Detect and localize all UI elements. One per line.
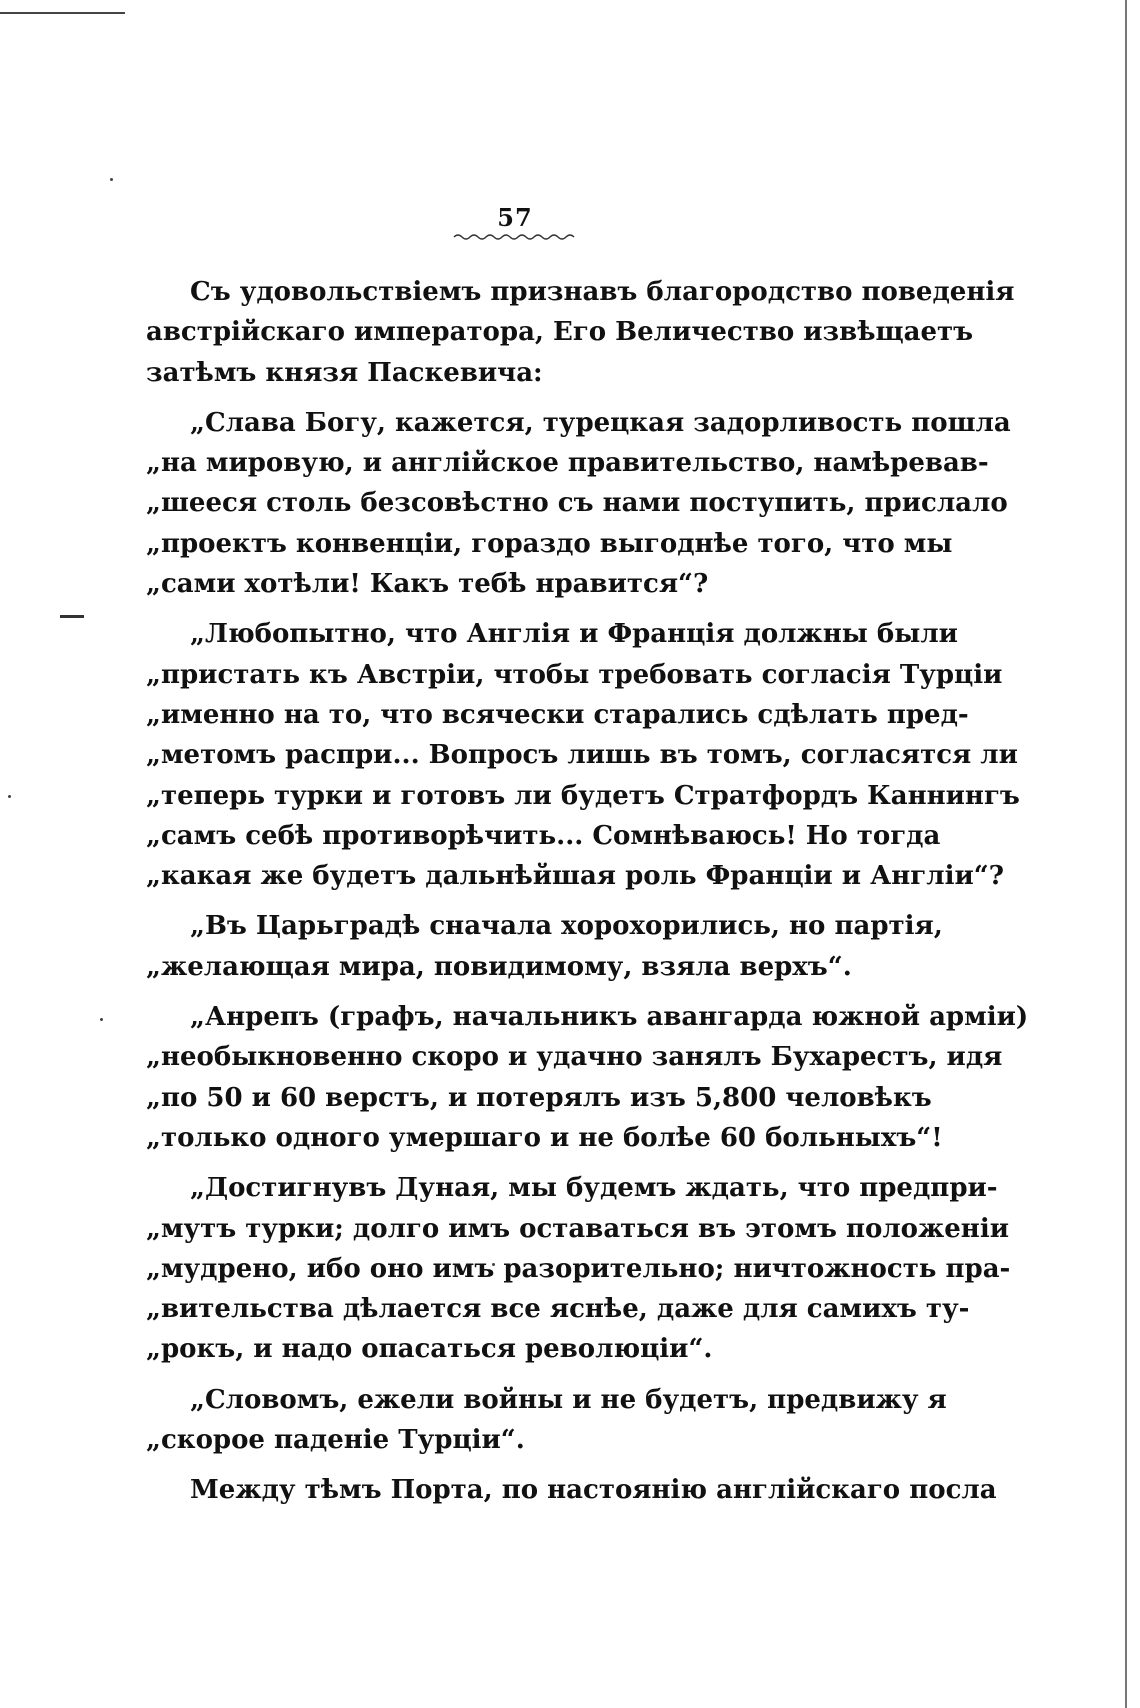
page-header [420, 205, 610, 241]
paragraph [146, 906, 943, 987]
text-line: австрійскаго императора, Его Величество извѣщаетъ [146, 317, 974, 348]
text-line: „рокъ, и надо опасаться революціи“. [146, 1334, 713, 1365]
text-line: „Словомъ, ежели войны и не будетъ, предвижу я [190, 1384, 947, 1415]
paragraph [146, 403, 1011, 604]
scan-margin-mark [60, 615, 84, 618]
scan-edge-right-rule [1125, 0, 1127, 1708]
text-line: „желающая мира, повидимому, взяла верхъ“. [146, 951, 852, 982]
text-line: Съ удовольствіемъ признавъ благородство поведенія [190, 277, 1015, 307]
text-line: „Въ Царьградѣ сначала хорохорились, но партія, [190, 911, 943, 942]
text-line: „вительства дѣлается все яснѣе, даже для самихъ ту- [146, 1294, 970, 1325]
text-line: „теперь турки и готовъ ли будетъ Стратфордъ Каннингъ [146, 780, 1020, 811]
text-line: „только одного умершаго и не болѣе 60 больныхъ“! [146, 1122, 943, 1153]
text-line: „Достигнувъ Дуная, мы будемъ ждать, что предпри- [190, 1173, 998, 1204]
text-line: „Слава Богу, кажется, турецкая задорливость пошла [190, 407, 1011, 438]
text-line: „скорое паденіе Турціи“. [146, 1425, 525, 1456]
text-line: „Анрепъ (графъ, начальникъ авангарда южной арміи) [190, 1002, 1029, 1033]
text-line: „какая же будетъ дальнѣйшая роль Франціи и Англіи“? [146, 861, 1004, 892]
paragraph [146, 1168, 1011, 1369]
page-number-ornament [452, 231, 578, 241]
body-text [146, 272, 1029, 1521]
paragraph [146, 1380, 947, 1461]
page-number: 57 [497, 203, 533, 232]
paragraph [146, 997, 1029, 1158]
text-line: „необыкновенно скоро и удачно занялъ Бухарестъ, идя [146, 1042, 1003, 1073]
text-line: „шееся столь безсовѣстно съ нами поступить, прислало [146, 488, 1008, 519]
text-line: „метомъ распри... Вопросъ лишь въ томъ, согласятся ли [146, 740, 1018, 771]
text-line: „на мировую, и англійское правительство, намѣревав- [146, 448, 989, 479]
text-line: „Любопытно, что Англія и Франція должны были [190, 619, 958, 650]
text-line: „самъ себѣ противорѣчить... Сомнѣваюсь! Но тогда [146, 820, 941, 851]
scan-speck [110, 178, 113, 181]
text-line: затѣмъ князя Паскевича: [146, 357, 543, 388]
text-line: „мудрено, ибо оно имъ разорительно; ничтожность пра- [146, 1253, 1011, 1284]
scan-speck [8, 795, 11, 798]
paragraph [146, 1470, 997, 1510]
paragraph [146, 614, 1020, 896]
text-line: „мутъ турки; долго имъ оставаться въ этомъ положеніи [146, 1213, 1009, 1244]
scan-edge-top-rule [0, 12, 125, 14]
scan-speck [100, 1018, 103, 1021]
text-line: Между тѣмъ Порта, по настоянію англійскаго посла [190, 1475, 997, 1506]
text-line: „пристать къ Австріи, чтобы требовать согласія Турціи [146, 659, 1003, 690]
text-line: „по 50 и 60 верстъ, и потерялъ изъ 5,800 человѣкъ [146, 1082, 932, 1113]
text-line: „проектъ конвенціи, гораздо выгоднѣе того, что мы [146, 528, 953, 559]
text-line: „сами хотѣли! Какъ тебѣ нравится“? [146, 569, 709, 600]
paragraph [146, 272, 1015, 393]
text-line: „именно на то, что всячески старались сдѣлать пред- [146, 699, 969, 730]
